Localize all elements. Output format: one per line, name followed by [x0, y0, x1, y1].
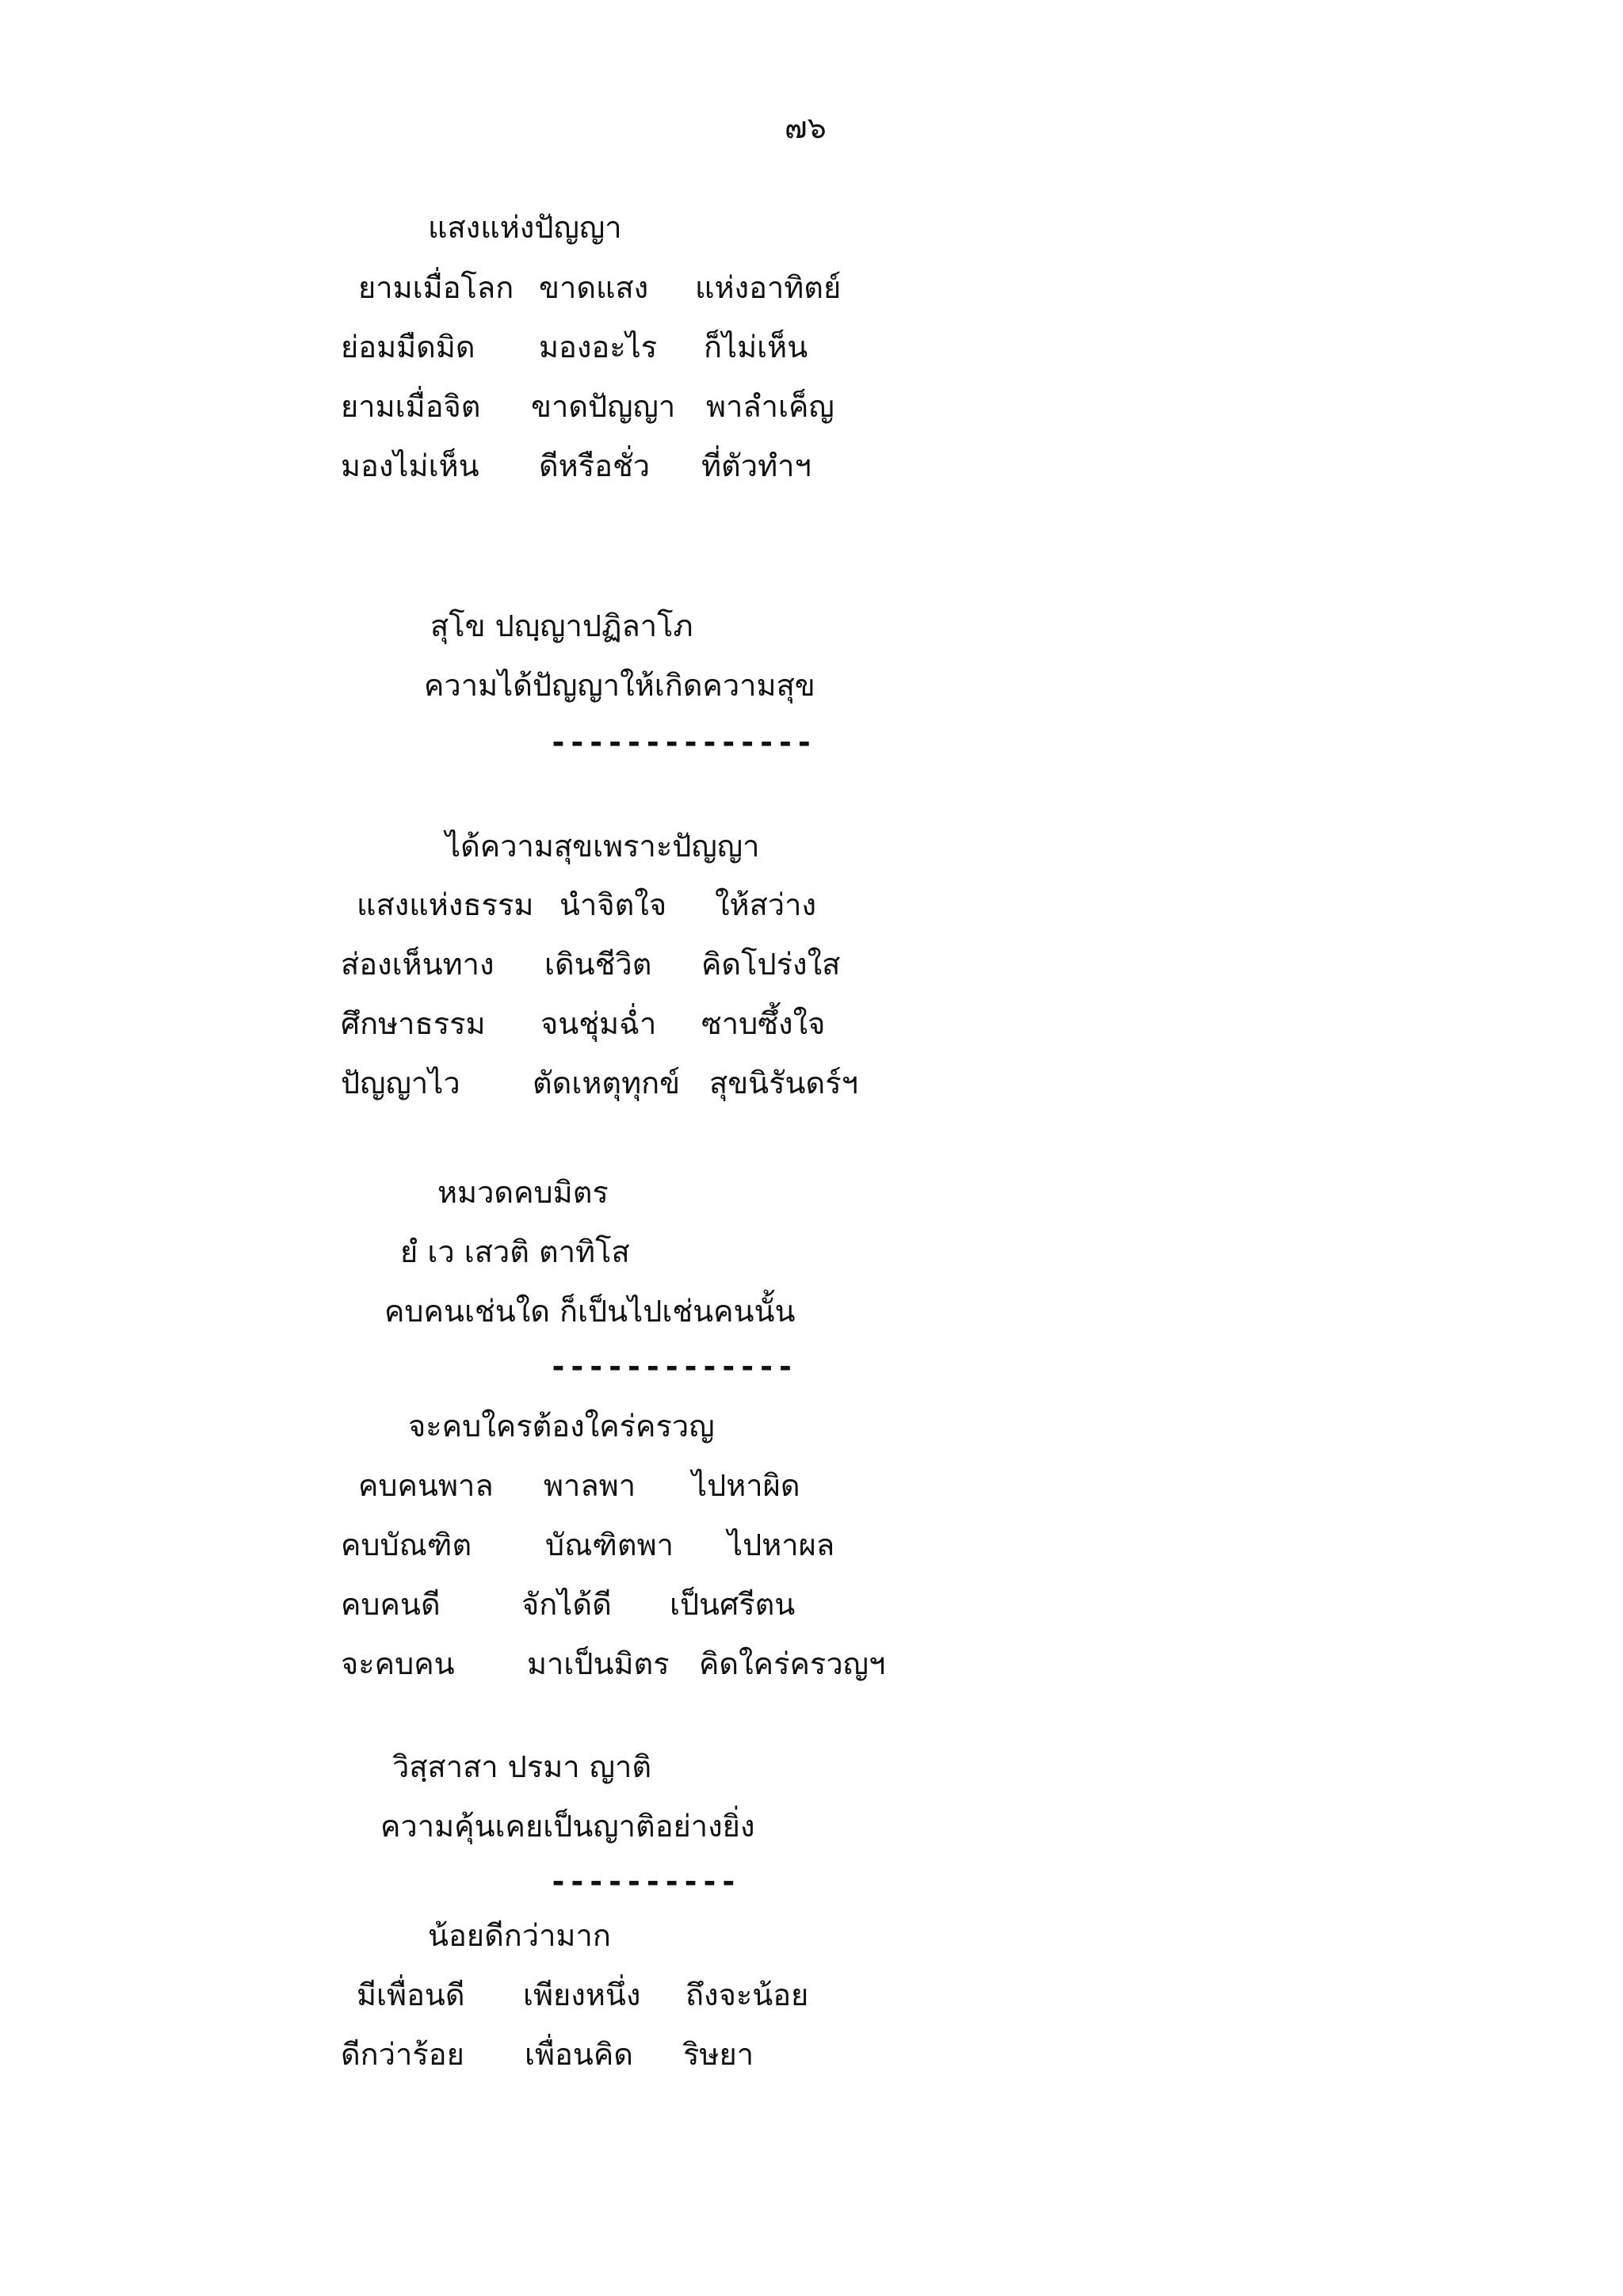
poem-title: จะคบใครต้องใคร่ครวญ [408, 1409, 715, 1444]
section-heading: หมวดคบมิตร [437, 1175, 609, 1210]
pali-quote: สุโข ปญฺญาปฏิลาโภ [430, 608, 693, 643]
verse-phrase: คบคนดี [341, 1587, 441, 1622]
verse-phrase: เพียงหนึ่ง [523, 1978, 641, 2012]
verse-phrase: นำจิตใจ [559, 887, 667, 922]
verse-phrase: ให้สว่าง [715, 887, 817, 922]
verse-phrase: ก็ไม่เห็น [704, 330, 808, 364]
verse-phrase: จะคบคน [341, 1646, 455, 1681]
verse-phrase: จักได้ดี [521, 1587, 612, 1622]
verse-phrase: ไปหาผิด [692, 1468, 800, 1503]
quote-meaning: ความคุ้นเคยเป็นญาติอย่างยิ่ง [380, 1809, 755, 1844]
verse-phrase: ส่องเห็นทาง [341, 947, 495, 982]
verse-phrase: ย่อมมืดมิด [341, 330, 475, 364]
verse-phrase: สุขนิรันดร์ฯ [709, 1066, 858, 1100]
verse-phrase: ตัดเหตุทุกข์ [533, 1066, 681, 1100]
verse-phrase: มองอะไร [539, 330, 658, 364]
verse-phrase: แห่งอาทิตย์ [695, 270, 842, 305]
verse-phrase: มองไม่เห็น [341, 448, 479, 483]
verse-phrase: เพื่อนคิด [525, 2037, 633, 2072]
verse-phrase: ถึงจะน้อย [685, 1978, 809, 2012]
verse-phrase: ดีกว่าร้อย [341, 2037, 464, 2072]
verse-phrase: ริษยา [683, 2037, 754, 2072]
verse-phrase: มีเพื่อนดี [357, 1978, 465, 2012]
pali-quote: ยํ เว เสวติ ตาทิโส [400, 1234, 630, 1269]
verse-phrase: คบคนพาล [358, 1468, 494, 1503]
page-number: ๗๖ [785, 110, 827, 145]
verse-phrase: ยามเมื่อโลก [358, 270, 514, 305]
quote-meaning: คบคนเช่นใด ก็เป็นไปเช่นคนนั้น [384, 1294, 796, 1329]
poem-title: น้อยดีกว่ามาก [428, 1918, 611, 1953]
verse-phrase: พาลพา [544, 1468, 636, 1503]
pali-quote: วิสฺสาสา ปรมา ญาติ [392, 1749, 652, 1784]
verse-phrase: ไปหาผล [727, 1527, 835, 1562]
verse-phrase: คบบัณฑิต [341, 1527, 472, 1562]
verse-phrase: พาลำเค็ญ [706, 389, 834, 424]
verse-phrase: จนชุ่มฉ่ำ [540, 1006, 657, 1041]
verse-phrase: เดินชีวิต [544, 947, 652, 982]
quote-meaning: ความได้ปัญญาให้เกิดความสุข [424, 668, 815, 703]
verse-phrase: มาเป็นมิตร [527, 1646, 670, 1681]
verse-phrase: ซาบซึ้งใจ [701, 1006, 826, 1041]
verse-phrase: ปัญญาไว [341, 1066, 460, 1100]
verse-phrase: บัณฑิตพา [545, 1527, 674, 1562]
verse-phrase: ขาดแสง [539, 270, 649, 305]
verse-phrase: ดีหรือชั่ว [539, 448, 651, 483]
verse-phrase: เป็นศรีตน [670, 1587, 796, 1622]
verse-phrase: แสงแห่งธรรม [357, 887, 534, 922]
verse-phrase: ที่ตัวทำฯ [701, 448, 812, 483]
poem-title: แสงแห่งปัญญา [428, 210, 622, 245]
section-divider: ---------- [549, 1864, 739, 1899]
section-divider: -------------- [549, 725, 815, 760]
verse-phrase: คิดใคร่ครวญฯ [699, 1646, 886, 1681]
verse-phrase: ศึกษาธรรม [341, 1006, 486, 1041]
verse-phrase: ขาดปัญญา [531, 389, 676, 424]
poem-title: ได้ความสุขเพราะปัญญา [445, 829, 760, 864]
section-divider: ------------- [549, 1349, 796, 1384]
verse-phrase: คิดโปร่งใส [701, 947, 841, 982]
verse-phrase: ยามเมื่อจิต [341, 389, 481, 424]
